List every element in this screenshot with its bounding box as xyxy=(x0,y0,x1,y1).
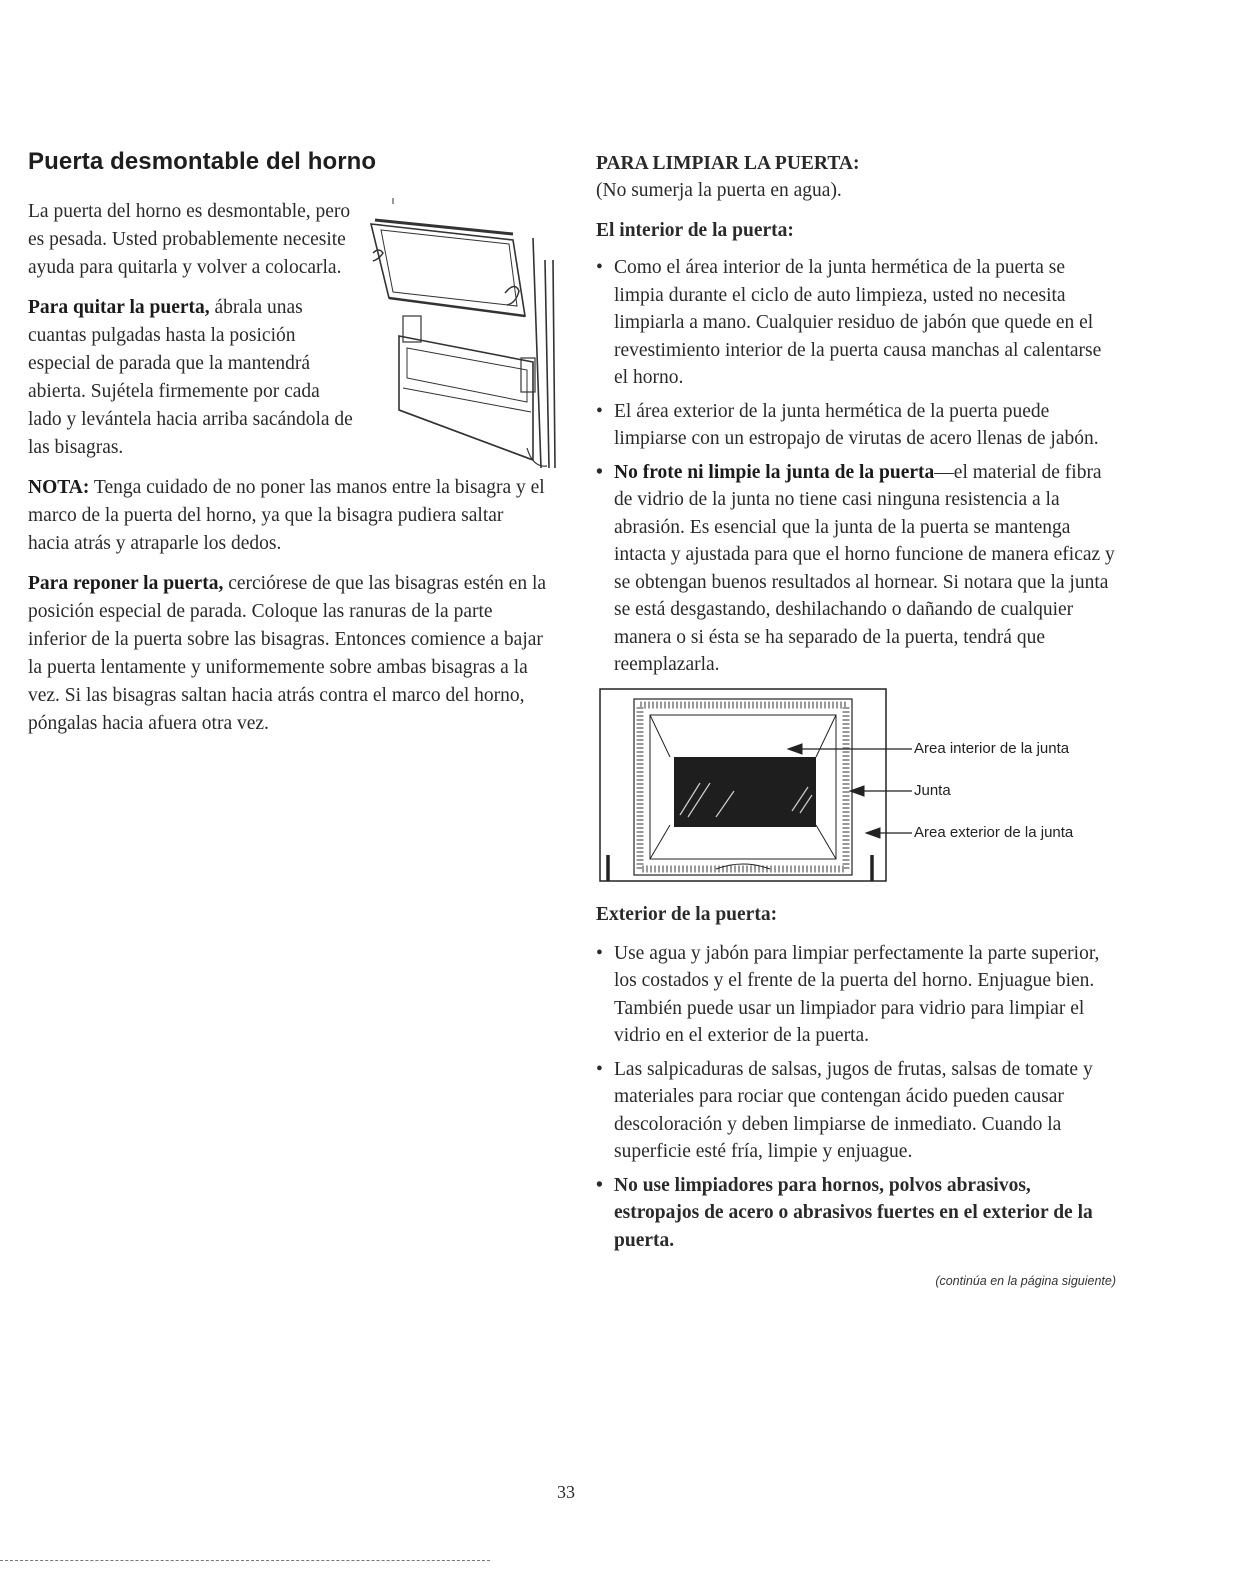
bullet: • xyxy=(596,257,603,278)
list-item xyxy=(596,459,1116,679)
bullet: • xyxy=(596,942,603,964)
gasket-diagram xyxy=(596,687,1116,887)
list-item-text: Use agua y jabón para limpiar perfectamente la parte superior, los costados y el frente de la puerta del horno. Enjuague bien. También puede usar un limpiador para vidrio para limpiar el vidrio en el exterior de la puerta. xyxy=(614,942,1100,1046)
bullet: • xyxy=(596,1174,603,1196)
replace-paragraph xyxy=(28,570,548,738)
bullet: • xyxy=(596,461,603,483)
page-number: 33 xyxy=(557,1482,575,1502)
cleaning-subheader: (No sumerja la puerta en agua). xyxy=(596,180,842,201)
gasket-drawing xyxy=(596,687,1116,887)
note-lead: NOTA: xyxy=(28,477,90,498)
label-inner-area: Area interior de la junta xyxy=(914,739,1070,757)
interior-title: El interior de la puerta: xyxy=(596,220,794,241)
list-item-text: Como el área interior de la junta hermética de la puerta se limpia durante el ciclo de auto limpieza, usted no necesita limpiarla a mano. Cualquier residuo de jabón que quede en el revestimiento interior de la puerta causa manchas al calentarse el horno. xyxy=(614,257,1102,388)
remove-lead: Para quitar la puerta, xyxy=(28,297,210,318)
remove-text: ábrala unas cuantas pulgadas hasta la posición especial de parada que la mantendrá abierta. Sujétela firmemente por cada lado y levántela hacia arriba sacándola de las bisagras. xyxy=(28,297,353,458)
scan-edge-rule xyxy=(0,1560,490,1561)
note-text: Tenga cuidado de no poner las manos entre la bisagra y el marco de la puerta del horno, ya que la bisagra pudiera saltar hacia atrás y atraparle los dedos. xyxy=(28,477,545,554)
exterior-list xyxy=(596,940,1116,1255)
right-column xyxy=(596,150,1116,1288)
exterior-warning: No use limpiadores para hornos, polvos abrasivos, estropajos de acero o abrasivos fuertes en el exterior de la puerta. xyxy=(614,1174,1093,1251)
replace-lead: Para reponer la puerta, xyxy=(28,573,224,594)
list-item xyxy=(596,940,1116,1050)
bullet: • xyxy=(596,1058,603,1080)
list-item xyxy=(596,1056,1116,1166)
left-column xyxy=(28,148,548,750)
intro-paragraph: La puerta del horno es desmontable, pero es pesada. Usted probablemente necesite ayuda para quitarla y volver a colocarla. xyxy=(28,201,351,278)
continued-note: (continúa en la página siguiente) xyxy=(935,1274,1116,1288)
list-item xyxy=(596,254,1116,392)
replace-text: cerciórese de que las bisagras estén en la posición especial de parada. Coloque las ranuras de la parte inferior de la puerta sobre las bisagras. Entonces comience a bajar la puerta lentamente y uniformemente sobre ambas bisagras a la vez. Si las bisagras saltan hacia atrás contra el marco del horno, póngalas hacia afuera otra vez. xyxy=(28,573,547,734)
list-item xyxy=(596,1172,1116,1255)
list-item-text: Las salpicaduras de salsas, jugos de frutas, salsas de tomate y materiales para rociar que contengan ácido pueden causar descoloración y deben limpiarse de inmediato. Cuando la superficie esté fría, limpie y enjuague. xyxy=(614,1058,1093,1162)
door-removal-illustration xyxy=(363,198,563,470)
section-title: Puerta desmontable del horno xyxy=(28,148,377,175)
label-gasket: Junta xyxy=(914,781,951,799)
door-removal-drawing xyxy=(363,198,563,470)
gasket-warning-lead: No frote ni limpie la junta de la puerta xyxy=(614,461,935,483)
note-paragraph xyxy=(28,474,548,558)
list-item xyxy=(596,398,1116,453)
cleaning-header: PARA LIMPIAR LA PUERTA: xyxy=(596,153,860,174)
gasket-warning-text: —el material de fibra de vidrio de la junta no tiene casi ninguna resistencia a la abrasión. Es esencial que la junta de la puerta se mantenga intacta y ajustada para que el horno funcione de manera eficaz y se obtengan buenos resultados al hornear. Si notara que la junta se está desgastando, deshilachando o dañando de cualquier manera o si ésta se ha separado de la puerta, tendrá que reemplazarla. xyxy=(614,461,1115,675)
list-item-text: El área exterior de la junta hermética de la puerta puede limpiarse con un estropajo de virutas de acero llenas de jabón. xyxy=(614,400,1099,449)
exterior-title: Exterior de la puerta: xyxy=(596,903,778,925)
interior-list xyxy=(596,254,1116,679)
label-outer-area: Area exterior de la junta xyxy=(914,823,1074,841)
bullet: • xyxy=(596,400,603,422)
